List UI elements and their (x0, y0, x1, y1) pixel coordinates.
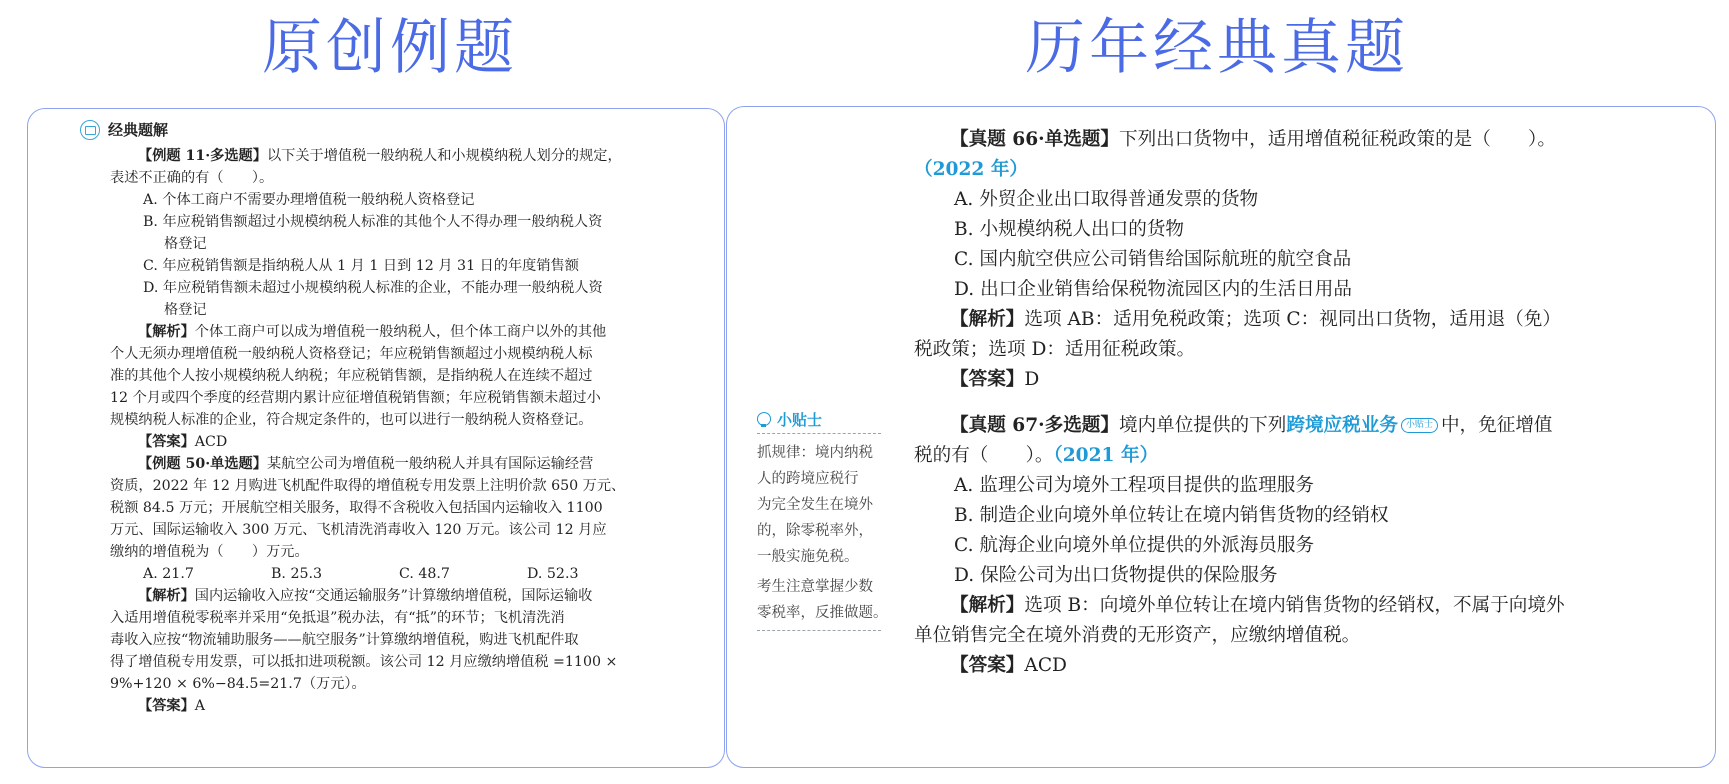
text-line (110, 695, 690, 717)
example-text-block (110, 145, 690, 563)
text-line (110, 629, 690, 651)
text-line (914, 441, 1684, 471)
tip-badge[interactable]: 小贴士 (1401, 418, 1438, 433)
text-span: 资质，2022 年 12 月购进飞机配件取得的增值税专用发票上注明价款 650 万元、 (110, 478, 626, 494)
exam-questions-block (914, 125, 1684, 681)
text-line (914, 245, 1684, 275)
text-span: 个体工商户可以成为增值税一般纳税人，但个体工商户以外的其他 (194, 324, 607, 340)
text-span: 格登记 (164, 236, 207, 252)
heading-past-exam-questions: 历年经典真题 (1025, 13, 1409, 83)
text-line (914, 365, 1684, 395)
right-panel (726, 106, 1716, 768)
left-panel-content (110, 115, 690, 717)
text-span: D. 保险公司为出口货物提供的保险服务 (954, 565, 1278, 586)
lightbulb-icon (757, 412, 771, 426)
left-panel (27, 108, 725, 768)
text-span: 国内运输收入应按“交通运输服务”计算缴纳增值税，国际运输收 (194, 588, 593, 604)
text-span: B. 年应税销售额超过小规模纳税人标准的其他个人不得办理一般纳税人资 (143, 214, 603, 230)
tips-body (757, 434, 888, 626)
text-span: B. 小规模纳税人出口的货物 (954, 219, 1185, 240)
text-span: 万元、国际运输收入 300 万元、飞机清洗消毒收入 120 万元。该公司 12 月应 (110, 522, 607, 538)
heading-original-examples: 原创例题 (262, 13, 518, 83)
text-span: 规模纳税人标准的企业，符合规定条件的，也可以进行一般纳税人资格登记。 (110, 412, 593, 428)
text-span: 税的有（ ）。 (914, 445, 1054, 466)
text-span: A (194, 698, 206, 714)
text-line (110, 167, 690, 189)
text-line (110, 431, 690, 453)
text-span: C. 航海企业向境外单位提供的外派海员服务 (954, 535, 1315, 556)
text-line (110, 585, 690, 607)
text-line (110, 497, 690, 519)
text-line (110, 453, 690, 475)
term-link[interactable]: 跨境应税业务 (1286, 415, 1398, 436)
tips-line: 的，除零税率外， (757, 523, 873, 539)
text-line (914, 155, 1684, 185)
text-span: 下列出口货物中，适用增值税征税政策的是（ ）。 (1118, 129, 1556, 150)
text-span: C. 国内航空供应公司销售给国际航班的航空食品 (954, 249, 1352, 270)
text-span: 得了增值税专用发票，可以抵扣进项税额。该公司 12 月应缴纳增值税 =1100 × (110, 654, 618, 670)
text-line (914, 651, 1684, 681)
text-span: 税额 84.5 万元；开展航空相关服务，取得不含税收入包括国内运输收入 1100 (110, 500, 603, 516)
text-line (110, 211, 690, 233)
text-line (110, 255, 690, 277)
text-span: D (1024, 369, 1040, 390)
text-line (110, 387, 690, 409)
option-b: B. 25.3 (271, 566, 323, 582)
text-line (110, 343, 690, 365)
analysis-text-block (110, 585, 690, 717)
text-span: 境内单位提供的下列 (1118, 415, 1287, 436)
text-span: ACD (194, 434, 228, 450)
text-line (110, 409, 690, 431)
text-line (110, 277, 690, 299)
text-line (914, 125, 1684, 155)
label-tag: 【真题 67·多选题】 (950, 415, 1119, 436)
text-line (914, 501, 1684, 531)
text-span: 格登记 (164, 302, 207, 318)
text-line (914, 471, 1684, 501)
year-tag: （2022 年） (914, 159, 1029, 180)
text-span: C. 年应税销售额是指纳税人从 1 月 1 日到 12 月 31 日的年度销售额 (143, 258, 579, 274)
text-line (110, 365, 690, 387)
text-span: 某航空公司为增值税一般纳税人并具有国际运输经营 (266, 456, 594, 472)
text-span: 税政策；选项 D：适用征税政策。 (914, 339, 1196, 360)
text-line (110, 519, 690, 541)
text-line (914, 621, 1684, 651)
label-tag: 【例题 11·多选题】 (138, 148, 267, 164)
text-line (914, 591, 1684, 621)
text-span: 选项 AB：适用免税政策；选项 C：视同出口货物，适用退（免） (1024, 309, 1561, 330)
tips-header (757, 405, 881, 434)
text-span: 准的其他个人按小规模纳税人纳税；年应税销售额，是指纳税人在连续不超过 (110, 368, 593, 384)
text-span: 表述不正确的有（ ）。 (110, 170, 274, 186)
text-span: 9%+120 × 6%−84.5=21.7（万元）。 (110, 676, 366, 692)
text-span: 中，免征增值 (1440, 415, 1553, 436)
text-span: 毒收入应按“物流辅助服务——航空服务”计算缴纳增值税，购进飞机配件取 (110, 632, 579, 648)
tips-line: 为完全发生在境外 (757, 497, 873, 513)
text-span: D. 年应税销售额未超过小规模纳税人标准的企业，不能办理一般纳税人资 (143, 280, 603, 296)
text-line (110, 299, 690, 321)
text-line (914, 411, 1684, 441)
tips-line: 人的跨境应税行 (757, 471, 859, 487)
tips-line: 抓规律：境内纳税 (757, 445, 873, 461)
section-title (80, 115, 690, 145)
text-line (110, 541, 690, 563)
option-c: C. 48.7 (399, 566, 450, 582)
year-tag: （2021 年） (1053, 445, 1159, 466)
text-span: 缴纳的增值税为（ ）万元。 (110, 544, 309, 560)
text-line (110, 475, 690, 497)
tips-line: 考生注意掌握少数 (757, 579, 873, 595)
tips-sidebar (757, 405, 888, 631)
text-line (914, 531, 1684, 561)
text-span: 选项 B：向境外单位转让在境内销售货物的经销权，不属于向境外 (1024, 595, 1565, 616)
spacer (914, 395, 1684, 411)
text-span: 以下关于增值税一般纳税人和小规模纳税人划分的规定， (266, 148, 622, 164)
tips-divider (757, 630, 881, 631)
text-line (914, 185, 1684, 215)
text-span: A. 外贸企业出口取得普通发票的货物 (954, 189, 1259, 210)
text-span: 个人无须办理增值税一般纳税人资格登记；年应税销售额超过小规模纳税人标 (110, 346, 593, 362)
option-d: D. 52.3 (527, 566, 579, 582)
text-line (914, 335, 1684, 365)
text-line (110, 145, 690, 167)
label-tag: 【解析】 (950, 595, 1025, 616)
label-tag: 【答案】 (138, 698, 195, 714)
text-line (110, 651, 690, 673)
text-line (914, 275, 1684, 305)
text-span: D. 出口企业销售给保税物流园区内的生活日用品 (954, 279, 1352, 300)
label-tag: 【答案】 (950, 369, 1025, 390)
text-span: ACD (1024, 655, 1067, 676)
tips-line: 一般实施免税。 (757, 549, 859, 565)
text-line (110, 233, 690, 255)
text-span: A. 个体工商户不需要办理增值税一般纳税人资格登记 (143, 192, 475, 208)
label-tag: 【例题 50·单选题】 (138, 456, 267, 472)
text-span: A. 监理公司为境外工程项目提供的监理服务 (954, 475, 1314, 496)
text-line (914, 561, 1684, 591)
text-span: B. 制造企业向境外单位转让在境内销售货物的经销权 (954, 505, 1389, 526)
text-span: 12 个月或四个季度的经营期内累计应征增值税销售额；年应税销售额未超过小 (110, 390, 601, 406)
text-span: 入适用增值税零税率并采用“免抵退”税办法，有“抵”的环节；飞机清洗消 (110, 610, 565, 626)
label-tag: 【解析】 (950, 309, 1025, 330)
text-line (110, 321, 690, 343)
text-span: 单位销售完全在境外消费的无形资产，应缴纳增值税。 (914, 625, 1361, 646)
label-tag: 【答案】 (950, 655, 1025, 676)
option-a: A. 21.7 (143, 566, 194, 582)
text-line (914, 215, 1684, 245)
book-icon (80, 120, 100, 140)
text-line (110, 607, 690, 629)
tips-title: 小贴士 (777, 410, 823, 429)
tips-line: 零税率，反推做题。 (757, 605, 888, 621)
label-tag: 【解析】 (138, 588, 195, 604)
section-title-text: 经典题解 (108, 121, 169, 139)
label-tag: 【真题 66·单选题】 (950, 129, 1119, 150)
text-line (110, 673, 690, 695)
label-tag: 【解析】 (138, 324, 195, 340)
options-row (110, 563, 690, 585)
text-line (110, 189, 690, 211)
label-tag: 【答案】 (138, 434, 195, 450)
text-line (914, 305, 1684, 335)
